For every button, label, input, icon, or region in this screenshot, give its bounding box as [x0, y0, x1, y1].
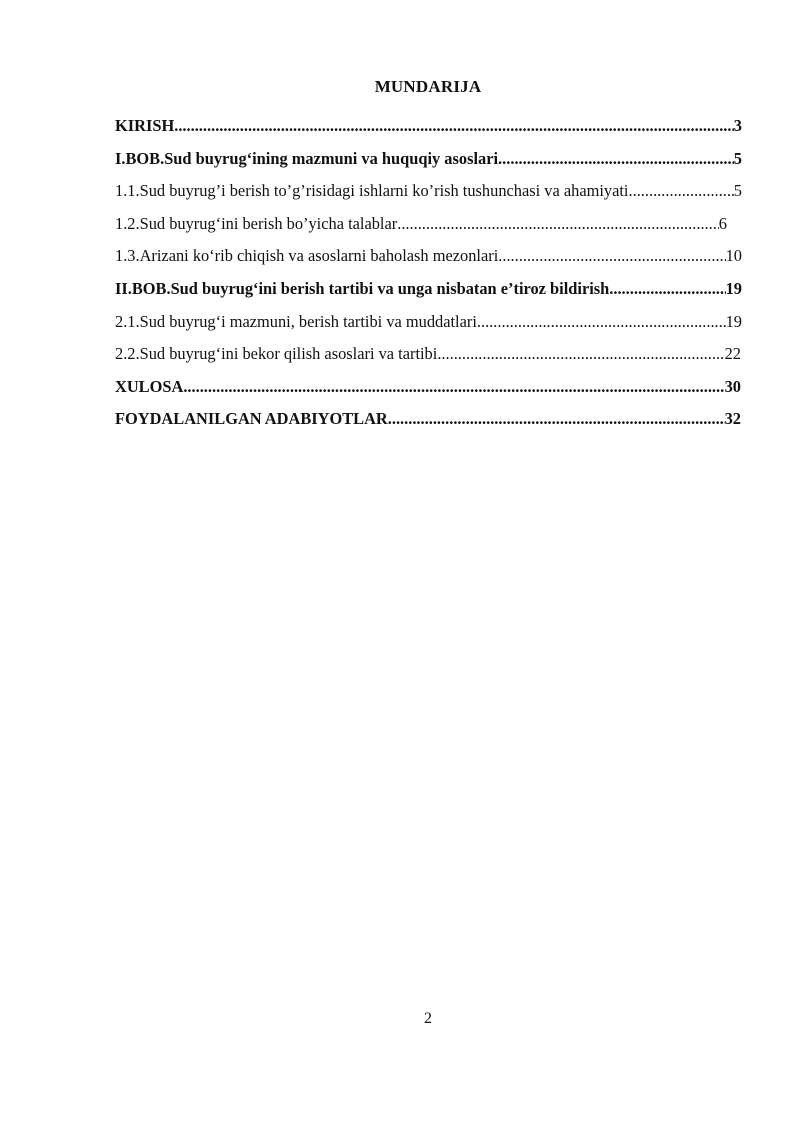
toc-entry-label: II.BOB.Sud buyrug‘ini berish tartibi va unga nisbatan e’tiroz bildirish [115, 278, 610, 298]
toc-entry-page: 19 [725, 311, 742, 331]
toc-entry-page: 19 [725, 278, 742, 298]
toc-entry-section-1-1[interactable] [115, 181, 742, 214]
toc-entry-section-1-2[interactable] [115, 214, 727, 247]
toc-entry-label: 1.3.Arizani ko‘rib chiqish va asoslarni baholash mezonlari [115, 246, 499, 266]
toc-entry-label: 2.2.Sud buyrug‘ini bekor qilish asoslari va tartibi [115, 344, 438, 364]
table-of-contents [115, 116, 742, 442]
toc-entry-chapter-2[interactable] [115, 279, 742, 312]
toc-entry-label: KIRISH [115, 116, 175, 135]
leader-dots [477, 312, 726, 332]
toc-entry-page: 10 [725, 246, 742, 266]
toc-entry-section-2-1[interactable] [115, 312, 742, 345]
leader-dots [437, 344, 724, 364]
toc-entry-page: 5 [733, 148, 742, 168]
leader-dots [629, 181, 734, 201]
toc-entry-label: 1.1.Sud buyrug’i berish to’g’risidagi ishlarni ko’rish tushunchasi va ahamiyati [115, 181, 629, 201]
toc-entry-label: 2.1.Sud buyrug‘i mazmuni, berish tartibi va muddatlari [115, 311, 477, 331]
toc-entry-section-2-2[interactable] [115, 344, 741, 377]
toc-entry-page: 30 [724, 376, 741, 396]
leader-dots [183, 377, 724, 397]
toc-entry-page: 5 [733, 181, 742, 201]
page-number: 2 [424, 1010, 432, 1027]
leader-dots [174, 116, 734, 136]
toc-entry-page: 32 [724, 409, 741, 429]
toc-entry-label: XULOSA [115, 376, 184, 396]
toc-entry-page: 22 [724, 344, 741, 364]
toc-entry-page: 3 [733, 116, 742, 135]
leader-dots [388, 409, 725, 429]
leader-dots [498, 149, 734, 169]
leader-dots [609, 279, 725, 299]
toc-entry-label: I.BOB.Sud buyrug‘ining mazmuni va huquqiy asoslari [115, 148, 499, 168]
toc-entry-section-1-3[interactable] [115, 246, 742, 279]
toc-entry-references[interactable] [115, 409, 741, 442]
toc-entry-page: 6 [718, 213, 727, 233]
toc-entry-chapter-1[interactable] [115, 149, 742, 182]
leader-dots [397, 214, 719, 234]
toc-entry-label: 1.2.Sud buyrug‘ini berish bo’yicha talablar [115, 213, 398, 233]
page-title: MUNDARIJA [374, 77, 482, 96]
toc-entry-xulosa[interactable] [115, 377, 741, 410]
leader-dots [498, 246, 725, 266]
toc-entry-label: FOYDALANILGAN ADABIYOTLAR [115, 409, 388, 429]
toc-entry-kirish[interactable] [115, 116, 742, 149]
